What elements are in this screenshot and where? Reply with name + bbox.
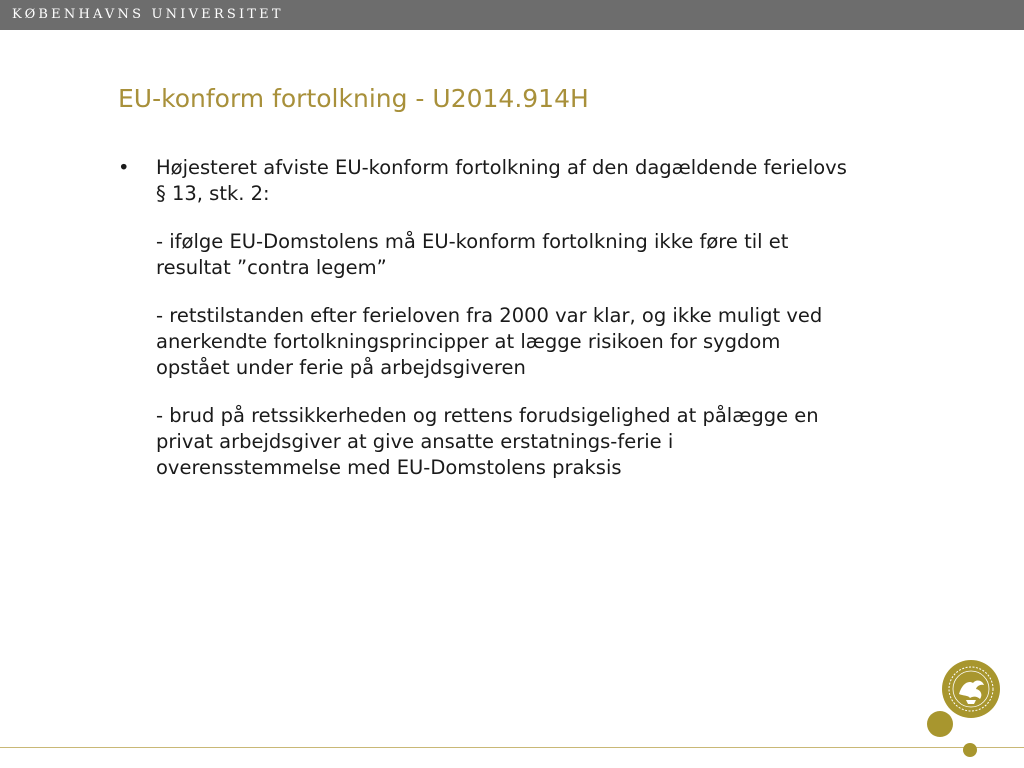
university-name: KØBENHAVNS UNIVERSITET	[12, 7, 284, 22]
logo-dot-small	[963, 743, 977, 757]
logo-dot-large	[927, 711, 953, 737]
university-seal-icon	[940, 658, 1002, 720]
bullet-icon: •	[118, 156, 130, 179]
sub-point-contra-legem: - ifølge EU-Domstolens må EU-konform fortolkning ikke føre til et resultat ”contra legem”	[156, 230, 789, 279]
slide-content	[118, 155, 858, 503]
bullet-text: Højesteret afviste EU-konform fortolkning af den dagældende ferielovs § 13, stk. 2:	[156, 156, 847, 205]
slide-title: EU-konform fortolkning - U2014.914H	[118, 84, 589, 113]
footer-divider	[0, 747, 1024, 748]
header-bar	[0, 0, 1024, 30]
sub-point-retssikkerhed: - brud på retssikkerheden og rettens forudsigelighed at pålægge en privat arbejdsgiver at give ansatte erstatnings-ferie i overensstemmelse med EU-Domstolens praksis	[156, 404, 819, 479]
sub-point-retstilstand: - retstilstanden efter ferieloven fra 2000 var klar, og ikke muligt ved anerkendte fortolkningsprincipper at lægge risikoen for sygdom opstået under ferie på arbejdsgiveren	[156, 304, 823, 379]
bullet-item	[118, 155, 858, 207]
